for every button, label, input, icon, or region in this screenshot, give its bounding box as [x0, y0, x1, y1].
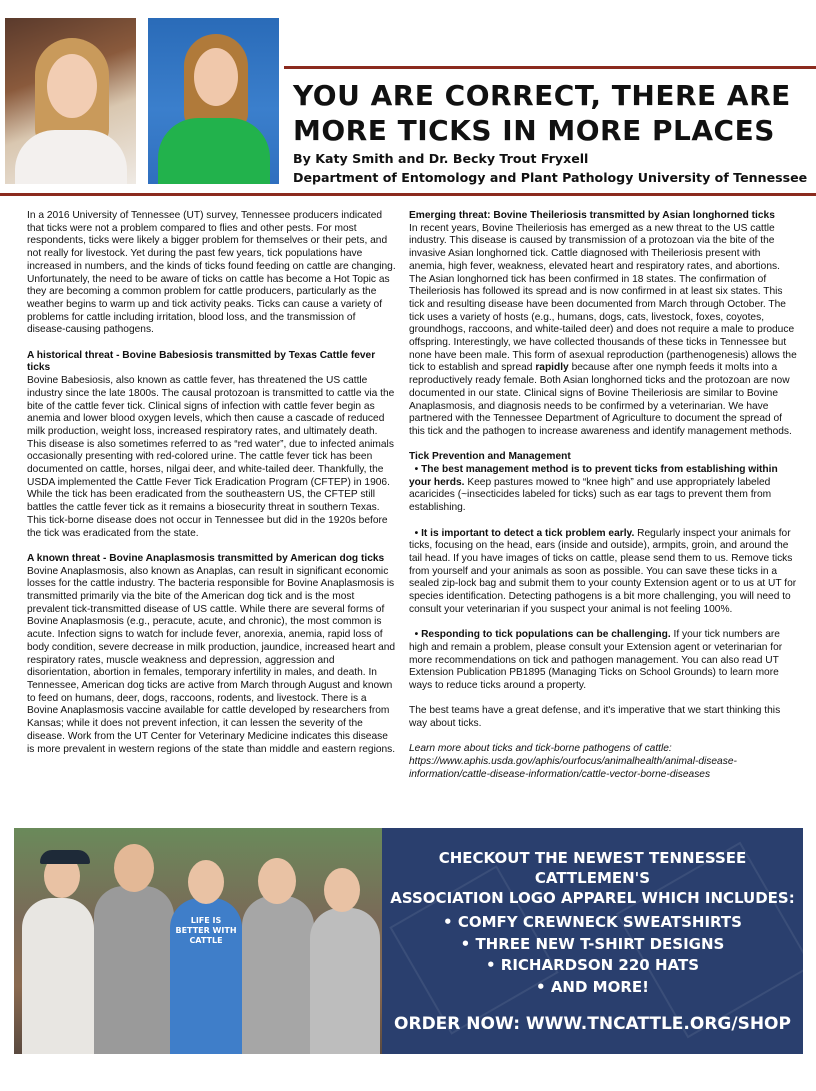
bullet-prevent: • The best management method is to prevent ticks from establishing within your herds. Keep pastures mowed to “knee high” and use appropriately labeled acaricides (~insecticides labeled for ticks) such as ear tags to prevent them from establishing.	[409, 464, 778, 514]
author-photo-becky-trout-fryxell	[148, 18, 279, 184]
apparel-banner-ad[interactable]	[14, 828, 803, 1054]
bullet-detect: • It is important to detect a tick problem early. Regularly inspect your animals for ticks, focusing on the head, ears (inside and outside), armpits, groin, and around the tail head. If you have images of ticks on cattle, please send them to us. Remove ticks from yourself and your animals as soon as possible. You can save these ticks in a sealed zip-lock bag and submit them to your county Extension agent or to us at UT for species identification. Detecting pathogens is a bit more challenging, you will need to consult your veterinarian if you suspect your animal is not feeling 100%.	[409, 527, 797, 615]
byline	[293, 149, 813, 187]
section-heading-babesiosis: A historical threat - Bovine Babesiosis transmitted by Texas Cattle fever ticks	[27, 349, 376, 374]
order-now-link[interactable]: ORDER NOW: WWW.TNCATTLE.ORG/SHOP	[394, 1014, 791, 1034]
byline-authors: By Katy Smith and Dr. Becky Trout Fryxell	[293, 151, 589, 166]
title-rule	[284, 66, 816, 69]
article-column-right	[409, 210, 799, 794]
shirt-text: LIFE IS BETTER WITH CATTLE	[175, 916, 237, 945]
banner-item: • COMFY CREWNECK SWEATSHIRTS	[443, 913, 742, 931]
title-line-2: MORE TICKS IN MORE PLACES	[293, 114, 775, 147]
banner-item: • THREE NEW T-SHIRT DESIGNS	[460, 934, 725, 953]
theileriosis-paragraph: In recent years, Bovine Theileriosis has emerged as a new threat to the US cattle industry. This disease is caused by transmission of a protozoan via the bite of the invasive Asian longhorned tick. Cattle diagnosed with Theileriosis present with anemia, high fever, weakness, elevated heart and respiratory rates, and abortions. The Asian longhorned tick has been confirmed in 18 states. The confirmation of Theileriosis has followed its spread and is now confirmed in at least six states. This tick and resulting disease have been documented from March through October. The tick uses a variety of hosts (e.g., humans, dogs, cats, livestock, foxes, coyotes, groundhogs, raccoons, and white-tailed deer) and does not require a male to produce offspring. Interestingly, we have collected thousands of these ticks in Tennessee but none have been male. This form of asexual reproduction (parthenogenesis) allows the tick to establish and spread rapidly because after one nymph feeds it molts into a reproductively ready female. Both Asian longhorned ticks and the protozoan are now documented in our state. Clinical signs of Bovine Theileriosis are similar to Bovine Anaplasmosis, and diagnosis needs to be confirmed by a veterinarian. We have partnered with the Tennessee Department of Agriculture to document the spread of this tick and the pathogen to increase awareness and identify management methods.	[409, 222, 797, 437]
apparel-banner-text	[382, 828, 803, 1054]
anaplasmosis-paragraph: Bovine Anaplasmosis, also known as Anaplas, can result in significant economic losses for the cattle industry. The bacteria responsible for Bovine Anaplasmosis is transmitted primarily via the bite of the American dog tick and is the most prevalent tick-transmitted disease of US cattle. While there are several forms of Bovine Anaplasmosis (e.g., peracute, acute, and chronic), the most common is acute. Infection signs to watch for include fever, anorexia, anemia, rapid loss of body condition, severe decrease in milk production, jaundice, increased heart and respiratory rates, muscle weakness and depression, aggression and disorientation, abortion in females, temporary infertility in males, and death. In Tennessee, American dog ticks are active from March through August and known to feed on humans, deer, dogs, raccoons, rodents, and livestock. There is a Bovine Anaplasmosis vaccine available for cattle developed by researchers from Kansas; while it does not prevent infection, it can lessen the severity of the disease. Work from the UT Center for Veterinary Medicine indicates this disease is more prevalent in western regions of the state than middle and eastern regions.	[27, 565, 396, 755]
article-column-left	[27, 210, 396, 769]
article-title	[293, 78, 813, 148]
banner-item: • RICHARDSON 220 HATS	[485, 956, 699, 974]
bullet-respond: • Responding to tick populations can be challenging. If your tick numbers are high and remain a problem, please consult your Extension agent or veterinarian for more recommendations on tick and pathogen management. You can also read UT Extension Publication PB1895 (Managing Ticks on School Grounds) to learn more ways to reduce ticks around a property.	[409, 629, 783, 691]
banner-headline: CHECKOUT THE NEWEST TENNESSEE CATTLEMEN'S ASSOCIATION LOGO APPAREL WHICH INCLUDES:	[390, 849, 795, 907]
header-rule	[0, 193, 816, 196]
section-heading-prevention: Tick Prevention and Management	[409, 451, 571, 463]
section-heading-anaplasmosis: A known threat - Bovine Anaplasmosis transmitted by American dog ticks	[27, 552, 385, 564]
intro-paragraph: In a 2016 University of Tennessee (UT) survey, Tennessee producers indicated that ticks were not a problem compared to flies and other pests. For most respondents, ticks were likely a bigger problem for themselves or their pets, and not really for livestock. Yet during the past few years, tick populations have increased in numbers, and the kinds of ticks found feeding on cattle are changing. Unfortunately, the need to be aware of ticks on cattle has become a Hot Topic as they are becoming a common problem for cattle producers, particularly as the weather begins to warm up and tick activity peaks. Ticks can cause a variety of problems for cattle including irritation, blood loss, and the transmission of disease-causing pathogens.	[27, 210, 396, 336]
closing-paragraph: The best teams have a great defense, and it's imperative that we start thinking this way about ticks.	[409, 705, 781, 730]
byline-department: Department of Entomology and Plant Pathology University of Tennessee	[293, 170, 808, 185]
banner-item: • AND MORE!	[536, 977, 649, 996]
title-line-1: YOU ARE CORRECT, THERE ARE	[293, 79, 791, 112]
section-heading-theileriosis: Emerging threat: Bovine Theileriosis transmitted by Asian longhorned ticks	[409, 210, 775, 221]
learn-more-link[interactable]: Learn more about ticks and tick-borne pathogens of cattle: https://www.aphis.usda.gov/aphis/ourfocus/animalhealth/animal-disease-information/cattle-disease-information/cattle-vector-borne-diseases	[409, 743, 737, 780]
apparel-models-photo	[14, 828, 382, 1054]
author-photo-katy-smith	[5, 18, 136, 184]
babesiosis-paragraph: Bovine Babesiosis, also known as cattle fever, has threatened the US cattle industry since the late 1800s. The causal protozoan is transmitted to cattle via the bite of the cattle fever tick. Clinical signs of infection with cattle fever begin as anemia and lower blood oxygen levels, which then cause a cascade of reduced milk production, weight loss, increased respiratory rates, and ultimately death. This disease is also sometimes referred to as “red water”, due to infected animals occasionally presenting with red-colored urine. The cattle fever tick has been documented on cattle, horses, nilgai deer, and white-tailed deer. Thankfully, the USDA implemented the Cattle Fever Tick Eradication Program (CFTEP) in 1906. While the tick has been eradicated from the southeastern US, the CFTEP still battles the cattle fever tick as it remains a biosecurity threat in southern Texas. This tick-borne disease does not occur in Tennessee but did in the 1920s before the tick was eradicated from the state.	[27, 375, 395, 539]
banner-item-list	[382, 912, 803, 998]
